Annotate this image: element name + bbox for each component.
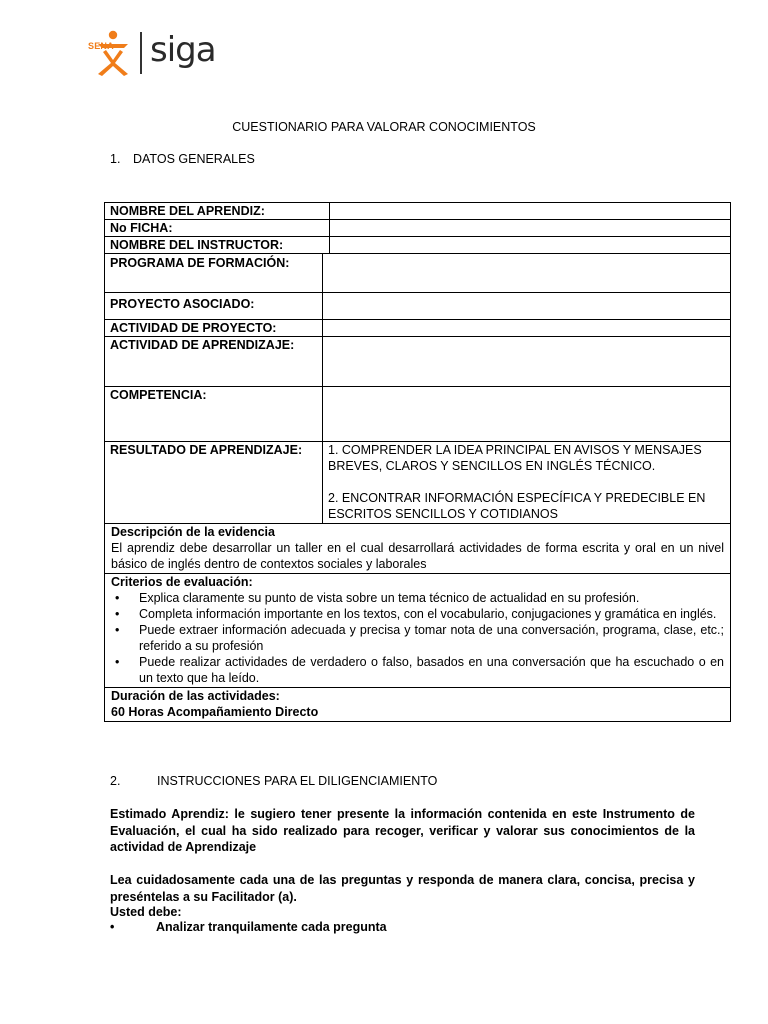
table-row — [105, 387, 731, 442]
programa-value-cell[interactable] — [323, 254, 731, 293]
table-row — [105, 220, 731, 237]
criteria-item: • Puede realizar actividades de verdadero o falso, basados en una conversación que ha escuchado o en un texto que ha leído. — [139, 654, 724, 686]
table-row — [105, 254, 731, 293]
evidence-title: Descripción de la evidencia — [111, 525, 275, 539]
instructions-paragraph-1: Estimado Aprendiz: le sugiero tener presente la información contenida en este Instrumento de Evaluación, el cual ha sido realizado para recoger, verificar y valorar sus conocimientos de la actividad de Aprendizaje — [110, 807, 695, 854]
section-1-number: 1. — [110, 152, 121, 166]
proyecto-value-cell[interactable] — [323, 293, 731, 320]
competencia-value-cell[interactable] — [323, 387, 731, 442]
resultado-label: RESULTADO DE APRENDIZAJE: — [105, 442, 323, 524]
table-row — [105, 688, 731, 722]
table-row — [105, 237, 731, 254]
proyecto-label: PROYECTO ASOCIADO: — [105, 293, 323, 320]
duration-title: Duración de las actividades: — [111, 689, 280, 703]
aprendiz-value-cell[interactable] — [330, 203, 731, 220]
criteria-title: Criterios de evaluación: — [111, 575, 253, 589]
resultado-item-1: 1. COMPRENDER LA IDEA PRINCIPAL EN AVISOS Y MENSAJES BREVES, CLAROS Y SENCILLOS EN INGLÉS TÉCNICO. — [328, 443, 702, 473]
siga-logo-text: siga — [150, 30, 216, 70]
program-data-table — [104, 253, 731, 524]
actividad-aprendizaje-label: ACTIVIDAD DE APRENDIZAJE: — [105, 337, 323, 387]
table-row — [105, 337, 731, 387]
evidence-text: El aprendiz debe desarrollar un taller en el cual desarrollará actividades de forma escrita y oral en un nivel básico de inglés dentro de contextos sociales y laborales — [111, 541, 724, 571]
aprendiz-label: NOMBRE DEL APRENDIZ: — [105, 203, 330, 220]
bullet-icon: • — [110, 920, 115, 934]
actividad-aprendizaje-value-cell[interactable] — [323, 337, 731, 387]
programa-label: PROGRAMA DE FORMACIÓN: — [105, 254, 323, 293]
instructions-bullet-text: Analizar tranquilamente cada pregunta — [156, 920, 387, 934]
criteria-list — [111, 590, 724, 686]
criteria-item: • Completa información importante en los textos, con el vocabulario, conjugaciones y gramática en inglés. — [139, 606, 724, 622]
resultado-item-2: 2. ENCONTRAR INFORMACIÓN ESPECÍFICA Y PREDECIBLE EN ESCRITOS SENCILLOS Y COTIDIANOS — [328, 491, 706, 521]
instructions-paragraph-3: Usted debe: — [110, 905, 182, 919]
section-1-title: DATOS GENERALES — [133, 152, 255, 166]
evaluation-table — [104, 523, 731, 722]
table-row — [105, 203, 731, 220]
instructions-paragraph-2: Lea cuidadosamente cada una de las preguntas y responda de manera clara, concisa, precisa y preséntelas a su Facilitador (a). — [110, 873, 695, 904]
ficha-label: No FICHA: — [105, 220, 330, 237]
criteria-item: • Explica claramente su punto de vista sobre un tema técnico de actualidad en su profesión. — [139, 590, 724, 606]
duration-value: 60 Horas Acompañamiento Directo — [111, 705, 319, 719]
table-row — [105, 320, 731, 337]
section-2-number: 2. — [110, 774, 121, 788]
instructor-value-cell[interactable] — [330, 237, 731, 254]
sena-logo-text: SENA — [88, 41, 114, 51]
table-row — [105, 574, 731, 688]
logo-divider — [140, 32, 142, 74]
instructor-label: NOMBRE DEL INSTRUCTOR: — [105, 237, 330, 254]
table-row — [105, 442, 731, 524]
table-row — [105, 524, 731, 574]
criteria-item: • Puede extraer información adecuada y precisa y tomar nota de una conversación, programa, clase, etc.; referido a su profesión — [139, 622, 724, 654]
document-title: CUESTIONARIO PARA VALORAR CONOCIMIENTOS — [232, 120, 536, 134]
ficha-value-cell[interactable] — [330, 220, 731, 237]
competencia-label: COMPETENCIA: — [105, 387, 323, 442]
table-row — [105, 293, 731, 320]
section-2-title: INSTRUCCIONES PARA EL DILIGENCIAMIENTO — [157, 774, 438, 788]
general-data-table — [104, 202, 731, 254]
sena-logo-icon — [88, 30, 138, 78]
resultado-value-cell — [323, 442, 731, 524]
actividad-proyecto-value-cell[interactable] — [323, 320, 731, 337]
actividad-proyecto-label: ACTIVIDAD DE PROYECTO: — [105, 320, 323, 337]
header-logo — [88, 30, 228, 78]
